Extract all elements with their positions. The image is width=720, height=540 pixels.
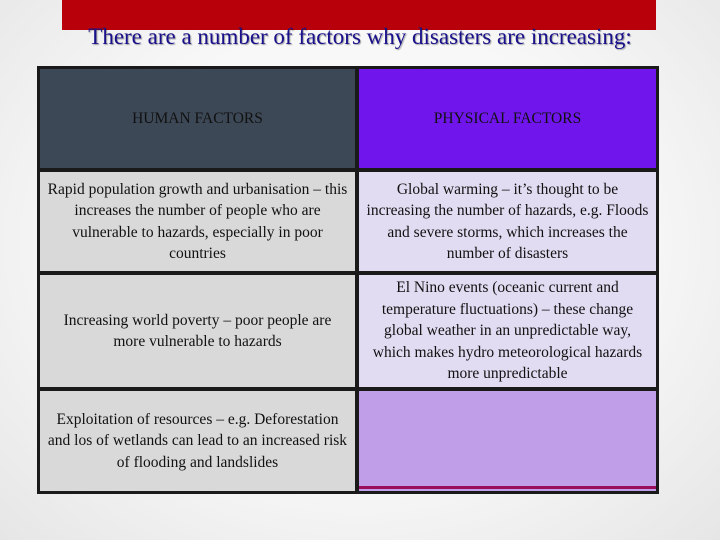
human-factor-poverty: Increasing world poverty – poor people are more vulnerable to hazards <box>40 275 355 387</box>
bottom-accent-line <box>359 486 656 489</box>
physical-factor-el-nino: El Nino events (oceanic current and temperature fluctuations) – these change global weather in an unpredictable way, which makes hydro meteorological hazards more unpredictable <box>359 275 656 387</box>
physical-factors-header: PHYSICAL FACTORS <box>359 69 656 168</box>
human-factor-population: Rapid population growth and urbanisation – this increases the number of people who are vulnerable to hazards, especially in poor countries <box>40 172 355 271</box>
human-factor-resources: Exploitation of resources – e.g. Deforestation and los of wetlands can lead to an increased risk of flooding and landslides <box>40 391 355 491</box>
human-factors-header: HUMAN FACTORS <box>40 69 355 168</box>
slide-title: There are a number of factors why disasters are increasing: <box>88 24 632 49</box>
physical-factor-empty-cell <box>359 391 656 491</box>
physical-factor-global-warming: Global warming – it’s thought to be increasing the number of hazards, e.g. Floods and severe storms, which increases the number of disasters <box>359 172 656 271</box>
